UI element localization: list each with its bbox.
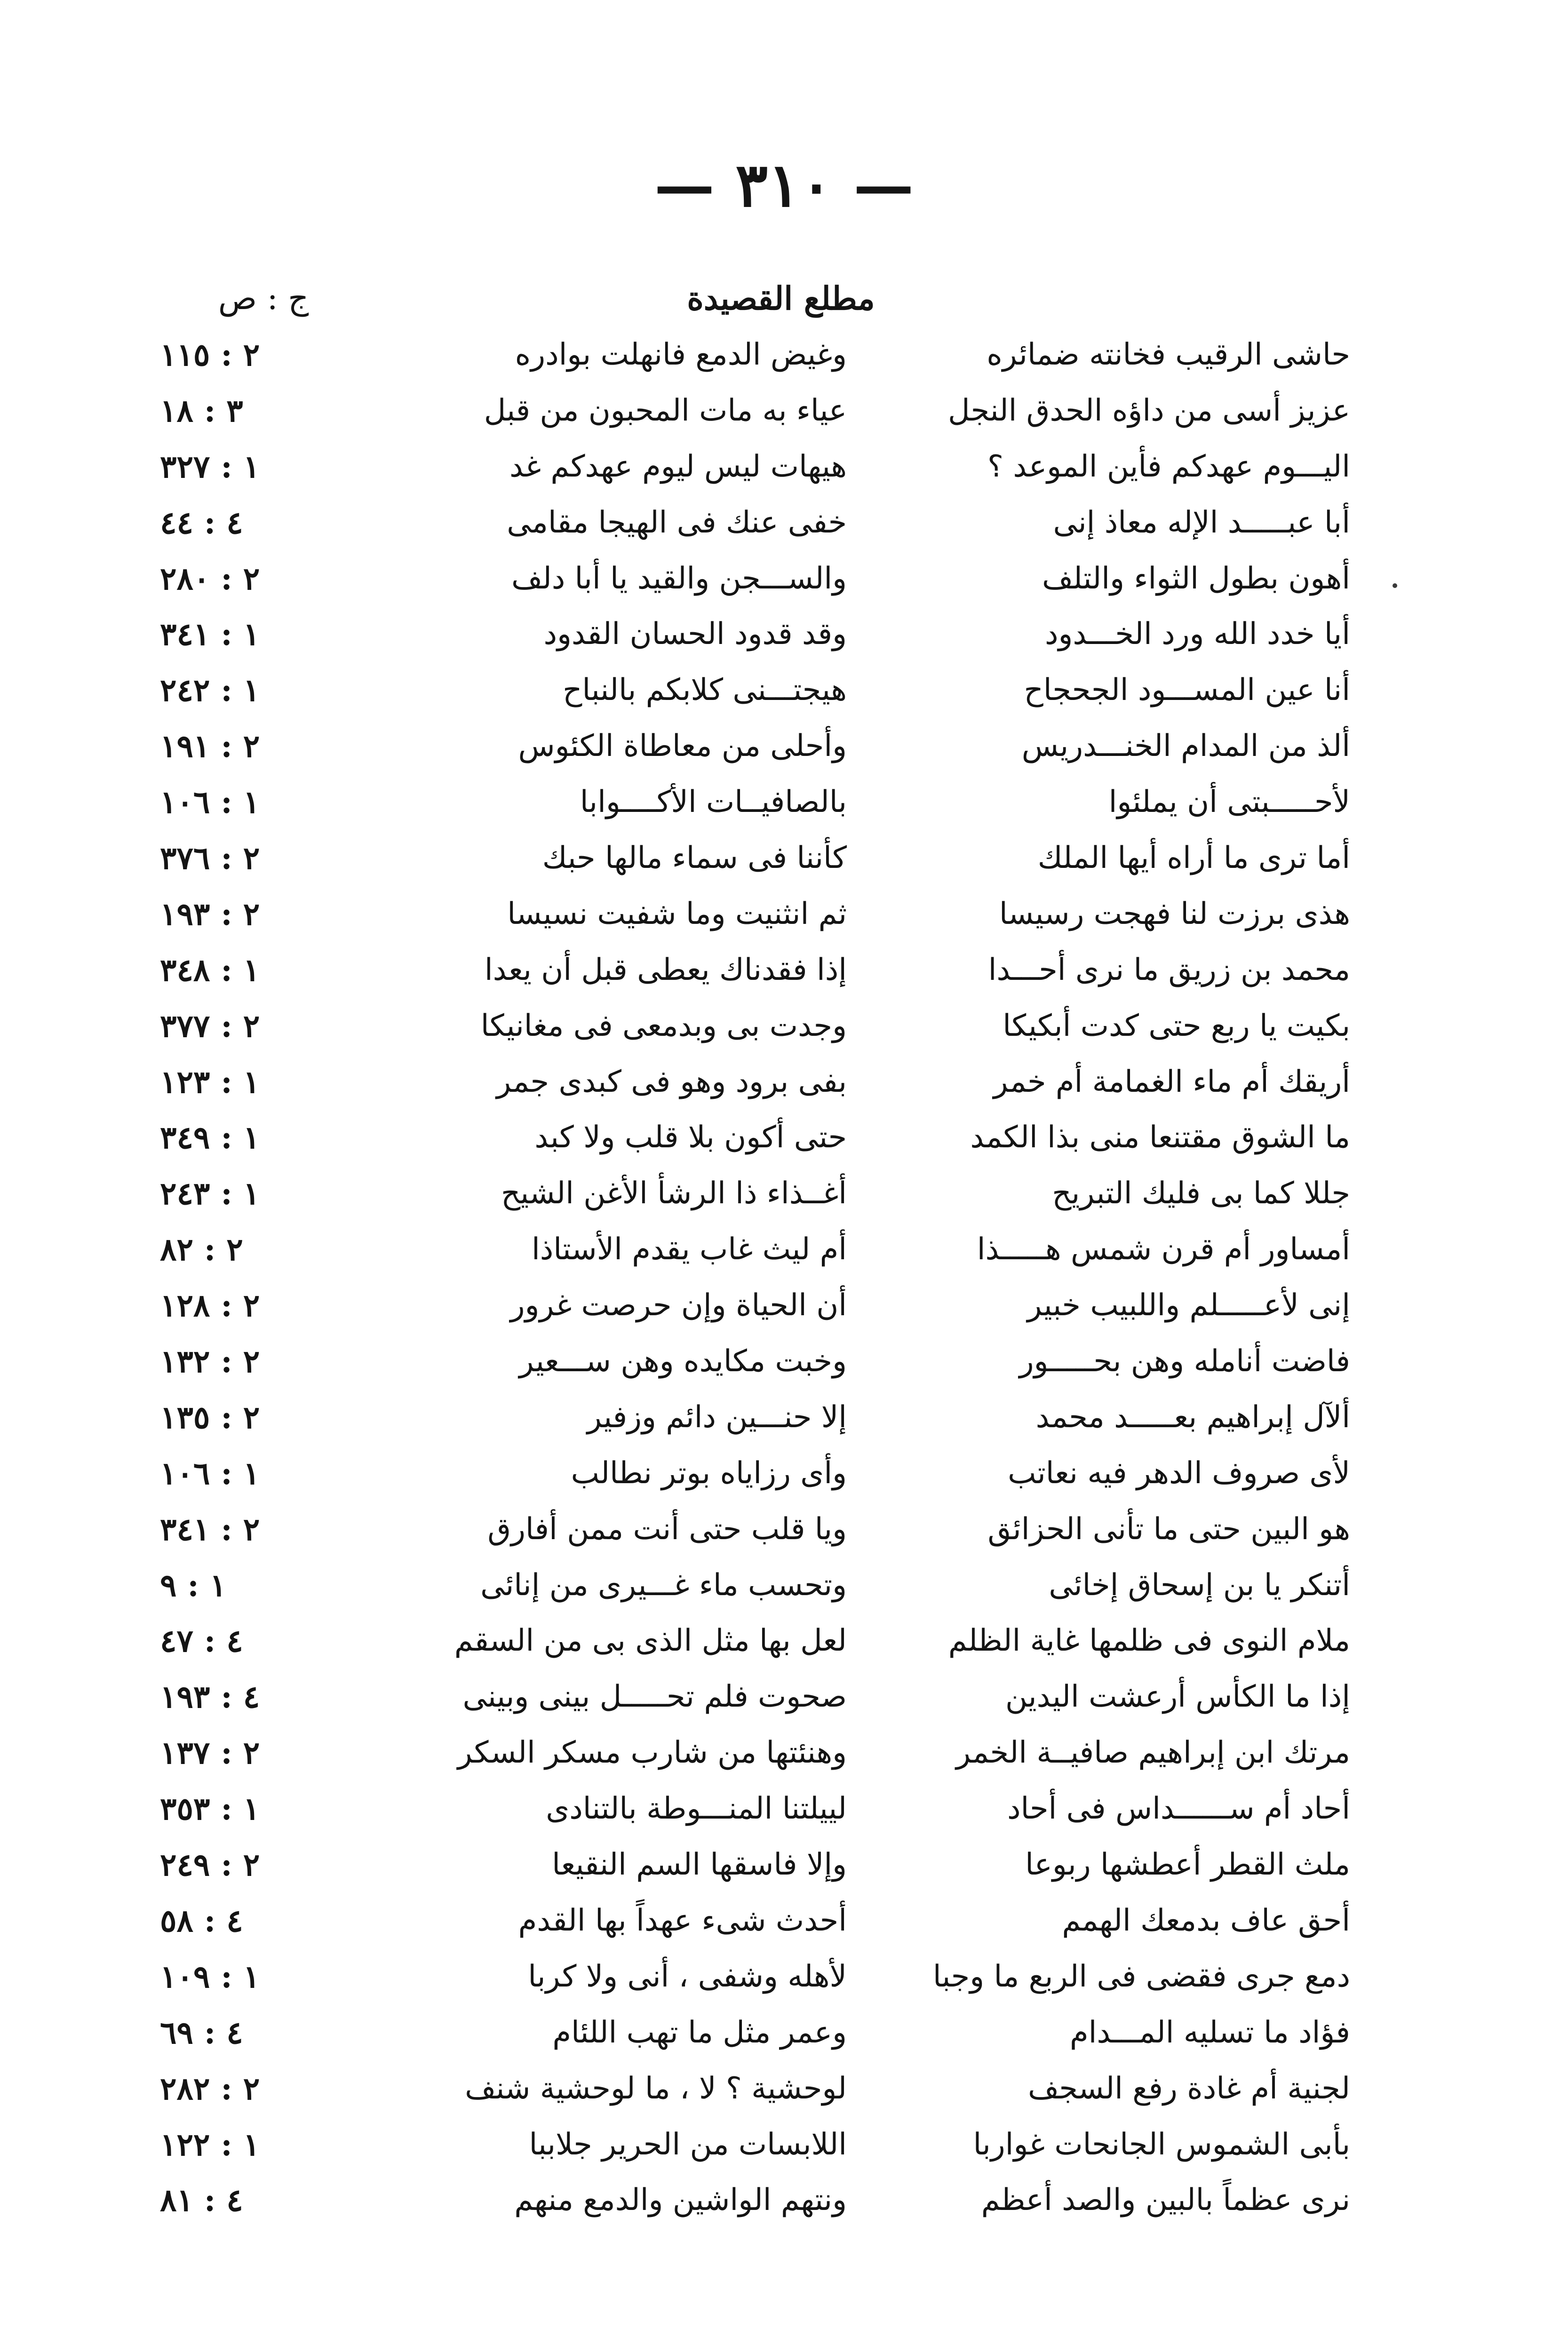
volume-page-reference xyxy=(160,1781,329,1837)
volume-number: ٤ xyxy=(226,504,243,541)
verse-first-hemistich: محمد بن زريق ما نرى أحـــدا xyxy=(988,952,1350,987)
volume-number: ٤ xyxy=(226,2182,243,2219)
index-row xyxy=(0,774,1568,830)
volume-page-reference xyxy=(160,1054,329,1110)
volume-number: ١ xyxy=(243,1175,260,1212)
reference-separator: : xyxy=(210,1063,243,1100)
reference-separator: : xyxy=(210,1007,243,1044)
verse-first-hemistich: عزيز أسى من داؤه الحدق النجل xyxy=(947,393,1350,428)
index-row xyxy=(0,1110,1568,1166)
volume-page-reference xyxy=(160,383,329,439)
page-reference-number: ٨٢ xyxy=(160,1231,193,1268)
verse-second-hemistich: وأى رزاياه بوتر نطالب xyxy=(571,1455,847,1491)
index-row xyxy=(0,942,1568,998)
volume-number: ٣ xyxy=(226,392,243,429)
page-reference-number: ١٠٦ xyxy=(160,1454,210,1492)
volume-page-reference xyxy=(160,1669,329,1725)
verse-first-hemistich: أهون بطول الثواء والتلف xyxy=(1042,561,1350,596)
volume-number: ٢ xyxy=(226,1231,243,1268)
index-row xyxy=(0,1502,1568,1557)
index-row xyxy=(0,2172,1568,2228)
volume-number: ٤ xyxy=(226,2014,243,2051)
volume-number: ٤ xyxy=(226,1902,243,1939)
index-row xyxy=(0,998,1568,1054)
verse-first-hemistich: لأى صروف الدهر فيه نعاتب xyxy=(1008,1455,1350,1491)
volume-page-reference xyxy=(160,1222,329,1278)
volume-page-reference xyxy=(160,551,329,607)
page-reference-number: ١٢٣ xyxy=(160,1063,210,1100)
reference-separator: : xyxy=(210,1287,243,1324)
verse-first-hemistich: إذا ما الكأس أرعشت اليدين xyxy=(1005,1679,1350,1715)
volume-number: ١ xyxy=(243,1063,260,1100)
volume-number: ٢ xyxy=(243,728,260,765)
volume-page-reference xyxy=(160,606,329,662)
verse-first-hemistich: مرتك ابن إبراهيم صافيــة الخمر xyxy=(956,1735,1350,1771)
page-reference-number: ١٨ xyxy=(160,392,193,429)
volume-number: ٢ xyxy=(243,560,260,597)
verse-first-hemistich: أحاد أم ســــــداس فى أحاد xyxy=(1007,1791,1350,1827)
volume-page-reference xyxy=(160,998,329,1054)
verse-first-hemistich: هذى برزت لنا فهجت رسيسا xyxy=(999,896,1350,931)
volume-number: ٢ xyxy=(243,840,260,877)
volume-number: ٢ xyxy=(243,1846,260,1883)
index-row xyxy=(0,1334,1568,1390)
verse-second-hemistich: والســـجن والقيد يا أبا دلف xyxy=(511,561,847,596)
verse-second-hemistich: أحدث شىء عهداً بها القدم xyxy=(518,1903,847,1938)
volume-page-reference xyxy=(160,1166,329,1222)
volume-page-reference xyxy=(160,2061,329,2117)
verse-first-hemistich: أريقك أم ماء الغمامة أم خمر xyxy=(993,1064,1350,1099)
index-row xyxy=(0,383,1568,439)
reference-separator: : xyxy=(193,1622,227,1660)
reference-separator: : xyxy=(210,895,243,932)
volume-page-reference xyxy=(160,439,329,495)
index-row xyxy=(0,1893,1568,1949)
verse-first-hemistich: أمساور أم قرن شمس هـــــذا xyxy=(977,1232,1350,1267)
volume-number: ١ xyxy=(243,672,260,709)
verse-second-hemistich: كأننا فى سماء مالها حبك xyxy=(542,841,847,876)
verse-second-hemistich: لييلتنا المنـــوطة بالتنادى xyxy=(546,1791,847,1827)
verse-first-hemistich: أتنكر يا بن إسحاق إخائى xyxy=(1049,1567,1350,1603)
reference-separator: : xyxy=(210,1398,243,1436)
reference-separator: : xyxy=(210,1678,243,1716)
index-table xyxy=(0,327,1568,2228)
reference-separator: : xyxy=(210,2126,243,2163)
page-reference-number: ٣٧٦ xyxy=(160,840,210,877)
verse-second-hemistich: هيهات ليس ليوم عهدكم غد xyxy=(509,449,847,484)
verse-second-hemistich: هيجتـــنى كلابكم بالنباح xyxy=(563,673,847,708)
page-reference-number: ١٣٢ xyxy=(160,1343,210,1380)
volume-page-reference xyxy=(160,327,329,383)
reference-separator: : xyxy=(210,672,243,709)
verse-second-hemistich: لأهله وشفى ، أنى ولا كربا xyxy=(528,1959,847,1994)
index-row xyxy=(0,1446,1568,1502)
page-reference-number: ١٠٩ xyxy=(160,1958,210,1995)
page-reference-number: ١٢٨ xyxy=(160,1287,210,1324)
volume-number: ١ xyxy=(243,951,260,988)
volume-page-reference xyxy=(160,1837,329,1893)
volume-number: ١ xyxy=(243,1119,260,1156)
verse-second-hemistich: وإلا فاسقها السم النقيعا xyxy=(552,1847,847,1883)
volume-number: ١ xyxy=(243,1454,260,1492)
column-headings xyxy=(0,270,1568,327)
volume-page-reference xyxy=(160,942,329,998)
verse-second-hemistich: لوحشية ؟ لا ، ما لوحشية شنف xyxy=(465,2071,847,2106)
volume-page-reference xyxy=(160,1893,329,1949)
verse-second-hemistich: ويا قلب حتى أنت ممن أفارق xyxy=(487,1511,847,1547)
page-reference-number: ٨١ xyxy=(160,2182,193,2219)
verse-second-hemistich: وقد قدود الحسان القدود xyxy=(543,617,847,652)
reference-separator: : xyxy=(210,784,243,821)
verse-first-hemistich: إنى لأعـــــلم واللبيب خبير xyxy=(1027,1288,1350,1323)
reference-separator: : xyxy=(210,1846,243,1883)
page-reference-number: ٣٤٩ xyxy=(160,1119,210,1156)
page-reference-number: ٦٩ xyxy=(160,2014,193,2051)
page-reference-number: ١٣٧ xyxy=(160,1734,210,1772)
reference-separator: : xyxy=(210,448,243,485)
page-reference-number: ١٢٢ xyxy=(160,2126,210,2163)
volume-number: ٢ xyxy=(243,1398,260,1436)
verse-first-hemistich: ما الشوق مقتنعا منى بذا الكمد xyxy=(970,1120,1350,1155)
page-reference-number: ١٩٣ xyxy=(160,1678,210,1716)
page-reference-number: ١٩٣ xyxy=(160,895,210,932)
index-row xyxy=(0,718,1568,774)
page-reference-number: ١٩١ xyxy=(160,728,210,765)
page-reference-number: ٢٨٠ xyxy=(160,560,210,597)
verse-second-hemistich: ونتهم الواشين والدمع منهم xyxy=(514,2183,847,2218)
page-reference-number: ٤٧ xyxy=(160,1622,193,1660)
page-number: — ٣١٠ — xyxy=(654,150,914,221)
volume-page-reference xyxy=(160,774,329,830)
volume-number: ٢ xyxy=(243,1007,260,1044)
verse-second-hemistich: حتى أكون بلا قلب ولا كبد xyxy=(534,1120,847,1155)
reference-separator: : xyxy=(210,2070,243,2107)
verse-second-hemistich: وخبت مكايده وهن ســـعير xyxy=(519,1344,847,1379)
verse-first-hemistich: فؤاد ما تسليه المـــدام xyxy=(1070,2015,1350,2050)
verse-first-hemistich: أحق عاف بدمعك الهمم xyxy=(1062,1903,1350,1938)
volume-number: ١ xyxy=(243,1790,260,1828)
volume-number: ١ xyxy=(209,1566,227,1604)
volume-page-reference xyxy=(160,2172,329,2228)
index-row xyxy=(0,551,1568,607)
verse-second-hemistich: وعمر مثل ما تهب اللئام xyxy=(552,2015,847,2050)
verse-first-hemistich: نرى عظماً بالبين والصد أعظم xyxy=(981,2183,1350,2218)
volume-page-reference xyxy=(160,1278,329,1334)
reference-separator: : xyxy=(210,1454,243,1492)
heading-poem-opening: مطلع القصيدة xyxy=(687,280,875,318)
reference-separator: : xyxy=(210,951,243,988)
reference-separator: : xyxy=(210,728,243,765)
volume-page-reference xyxy=(160,1110,329,1166)
index-row xyxy=(0,1725,1568,1781)
volume-page-reference xyxy=(160,662,329,718)
verse-first-hemistich: ملث القطر أعطشها ربوعا xyxy=(1025,1847,1350,1883)
reference-separator: : xyxy=(193,2182,227,2219)
index-row xyxy=(0,606,1568,662)
verse-first-hemistich: أبا عبـــــد الإله معاذ إنى xyxy=(1053,505,1350,540)
volume-number: ٢ xyxy=(243,895,260,932)
verse-first-hemistich: أما ترى ما أراه أيها الملك xyxy=(1037,841,1350,876)
volume-page-reference xyxy=(160,2005,329,2061)
index-row xyxy=(0,662,1568,718)
volume-page-reference xyxy=(160,718,329,774)
volume-number: ١ xyxy=(243,784,260,821)
volume-page-reference xyxy=(160,1446,329,1502)
verse-first-hemistich: جللا كما بى فليك التبريح xyxy=(1052,1176,1350,1211)
page-reference-number: ٥٨ xyxy=(160,1902,193,1939)
verse-second-hemistich: أم ليث غاب يقدم الأستاذا xyxy=(531,1232,847,1267)
volume-number: ٤ xyxy=(226,1622,243,1660)
verse-first-hemistich: اليـــوم عهدكم فأين الموعد ؟ xyxy=(987,449,1350,484)
volume-number: ٢ xyxy=(243,1287,260,1324)
verse-second-hemistich: وجدت بى وبدمعى فى مغانيكا xyxy=(480,1008,847,1043)
volume-page-reference xyxy=(160,830,329,886)
index-row xyxy=(0,1949,1568,2005)
verse-second-hemistich: أغــذاء ذا الرشأ الأغن الشيح xyxy=(501,1176,847,1211)
verse-second-hemistich: إلا حنـــين دائم وزفير xyxy=(587,1399,847,1435)
reference-separator: : xyxy=(210,1175,243,1212)
verse-first-hemistich: بأبى الشموس الجانحات غواربا xyxy=(973,2127,1350,2162)
page-reference-number: ٣٧٧ xyxy=(160,1007,210,1044)
volume-page-reference xyxy=(160,1613,329,1669)
verse-first-hemistich: أيا خدد الله ورد الخـــدود xyxy=(1044,617,1350,652)
index-row xyxy=(0,2061,1568,2117)
verse-first-hemistich: هو البين حتى ما تأنى الحزائق xyxy=(987,1511,1350,1547)
verse-first-hemistich: ملام النوى فى ظلمها غاية الظلم xyxy=(948,1623,1350,1659)
index-row xyxy=(0,439,1568,495)
reference-separator: : xyxy=(193,1231,227,1268)
volume-number: ٢ xyxy=(243,1510,260,1548)
reference-separator: : xyxy=(176,1566,210,1604)
page-reference-number: ٣٤١ xyxy=(160,616,210,653)
verse-second-hemistich: وغيض الدمع فانهلت بوادره xyxy=(515,337,847,372)
volume-page-reference xyxy=(160,1725,329,1781)
verse-second-hemistich: خفى عنك فى الهيجا مقامى xyxy=(507,505,847,540)
volume-number: ١ xyxy=(243,2126,260,2163)
index-row xyxy=(0,1557,1568,1613)
index-row xyxy=(0,495,1568,551)
verse-first-hemistich: دمع جرى فقضى فى الربع ما وجبا xyxy=(932,1959,1350,1994)
verse-second-hemistich: أن الحياة وإن حرصت غرور xyxy=(510,1288,847,1323)
verse-second-hemistich: ثم انثنيت وما شفيت نسيسا xyxy=(507,896,847,931)
verse-second-hemistich: إذا فقدناك يعطى قبل أن يعدا xyxy=(484,952,847,987)
volume-number: ١ xyxy=(243,1958,260,1995)
index-row xyxy=(0,327,1568,383)
verse-first-hemistich: حاشى الرقيب فخانته ضمائره xyxy=(987,337,1350,372)
index-row xyxy=(0,1166,1568,1222)
verse-second-hemistich: صحوت فلم تحـــــل بينى وبينى xyxy=(462,1679,847,1715)
volume-page-reference xyxy=(160,1390,329,1446)
volume-number: ٢ xyxy=(243,2070,260,2107)
volume-number: ٢ xyxy=(243,1734,260,1772)
reference-separator: : xyxy=(193,1902,227,1939)
reference-separator: : xyxy=(210,1119,243,1156)
verse-second-hemistich: وهنئتها من شارب مسكر السكر xyxy=(457,1735,847,1771)
page-reference-number: ٤٤ xyxy=(160,504,193,541)
volume-page-reference xyxy=(160,495,329,551)
page-reference-number: ٩ xyxy=(160,1566,177,1604)
index-row xyxy=(0,1390,1568,1446)
page-reference-number: ٣٢٧ xyxy=(160,448,210,485)
index-row xyxy=(0,1054,1568,1110)
index-row xyxy=(0,1613,1568,1669)
reference-separator: : xyxy=(210,616,243,653)
verse-second-hemistich: لعل بها مثل الذى بى من السقم xyxy=(454,1623,847,1659)
reference-separator: : xyxy=(210,1734,243,1772)
verse-second-hemistich: وأحلى من معاطاة الكئوس xyxy=(518,729,847,764)
verse-second-hemistich: وتحسب ماء غـــيرى من إنائى xyxy=(480,1567,847,1603)
verse-first-hemistich: أنا عين المســـود الجحجاح xyxy=(1024,673,1350,708)
reference-separator: : xyxy=(210,840,243,877)
reference-separator: : xyxy=(193,392,227,429)
volume-page-reference xyxy=(160,1949,329,2005)
page-reference-number: ٢٤٢ xyxy=(160,672,210,709)
volume-number: ٤ xyxy=(243,1678,260,1716)
verse-second-hemistich: عياء به مات المحبون من قبل xyxy=(484,393,847,428)
verse-first-hemistich: بكيت يا ربع حتى كدت أبكيكا xyxy=(1003,1008,1350,1043)
verse-second-hemistich: بفى برود وهو فى كبدى جمر xyxy=(496,1064,847,1099)
page-reference-number: ٢٤٩ xyxy=(160,1846,210,1883)
volume-number: ١ xyxy=(243,448,260,485)
volume-page-reference xyxy=(160,886,329,942)
reference-separator: : xyxy=(210,1790,243,1828)
index-row xyxy=(0,1278,1568,1334)
verse-first-hemistich: ألآل إبراهيم بعـــــد محمد xyxy=(1035,1399,1350,1435)
page-reference-number: ٢٨٢ xyxy=(160,2070,210,2107)
verse-first-hemistich: فاضت أنامله وهن بحـــــور xyxy=(1019,1344,1350,1379)
page-reference-number: ١٣٥ xyxy=(160,1398,210,1436)
index-row xyxy=(0,2117,1568,2173)
volume-page-reference xyxy=(160,2117,329,2173)
index-row xyxy=(0,1837,1568,1893)
index-row xyxy=(0,1781,1568,1837)
page-reference-number: ٣٥٣ xyxy=(160,1790,210,1828)
volume-page-reference xyxy=(160,1502,329,1557)
index-row xyxy=(0,1669,1568,1725)
verse-first-hemistich: لأحـــــبتى أن يملئوا xyxy=(1108,785,1350,820)
page-reference-number: ٣٤١ xyxy=(160,1510,210,1548)
index-row xyxy=(0,830,1568,886)
index-row xyxy=(0,1222,1568,1278)
reference-separator: : xyxy=(210,560,243,597)
reference-separator: : xyxy=(210,1510,243,1548)
volume-number: ٢ xyxy=(243,1343,260,1380)
volume-page-reference xyxy=(160,1557,329,1613)
page-reference-number: ١٠٦ xyxy=(160,784,210,821)
page-reference-number: ٢٤٣ xyxy=(160,1175,210,1212)
verse-second-hemistich: بالصافيــات الأكــــوابا xyxy=(580,785,847,820)
volume-number: ١ xyxy=(243,616,260,653)
verse-first-hemistich: لجنية أم غادة رفع السجف xyxy=(1027,2071,1350,2106)
volume-number: ٢ xyxy=(243,336,260,373)
reference-separator: : xyxy=(210,336,243,373)
page-reference-number: ١١٥ xyxy=(160,336,210,373)
index-row xyxy=(0,2005,1568,2061)
volume-page-reference xyxy=(160,1334,329,1390)
index-row xyxy=(0,886,1568,942)
verse-second-hemistich: اللابسات من الحرير جلاببا xyxy=(529,2127,847,2162)
reference-separator: : xyxy=(210,1343,243,1380)
reference-separator: : xyxy=(193,2014,227,2051)
reference-separator: : xyxy=(210,1958,243,1995)
heading-volume-page: ج : ص xyxy=(218,280,309,317)
verse-first-hemistich: ألذ من المدام الخنـــدريس xyxy=(1021,729,1350,764)
reference-separator: : xyxy=(193,504,227,541)
page-reference-number: ٣٤٨ xyxy=(160,951,210,988)
